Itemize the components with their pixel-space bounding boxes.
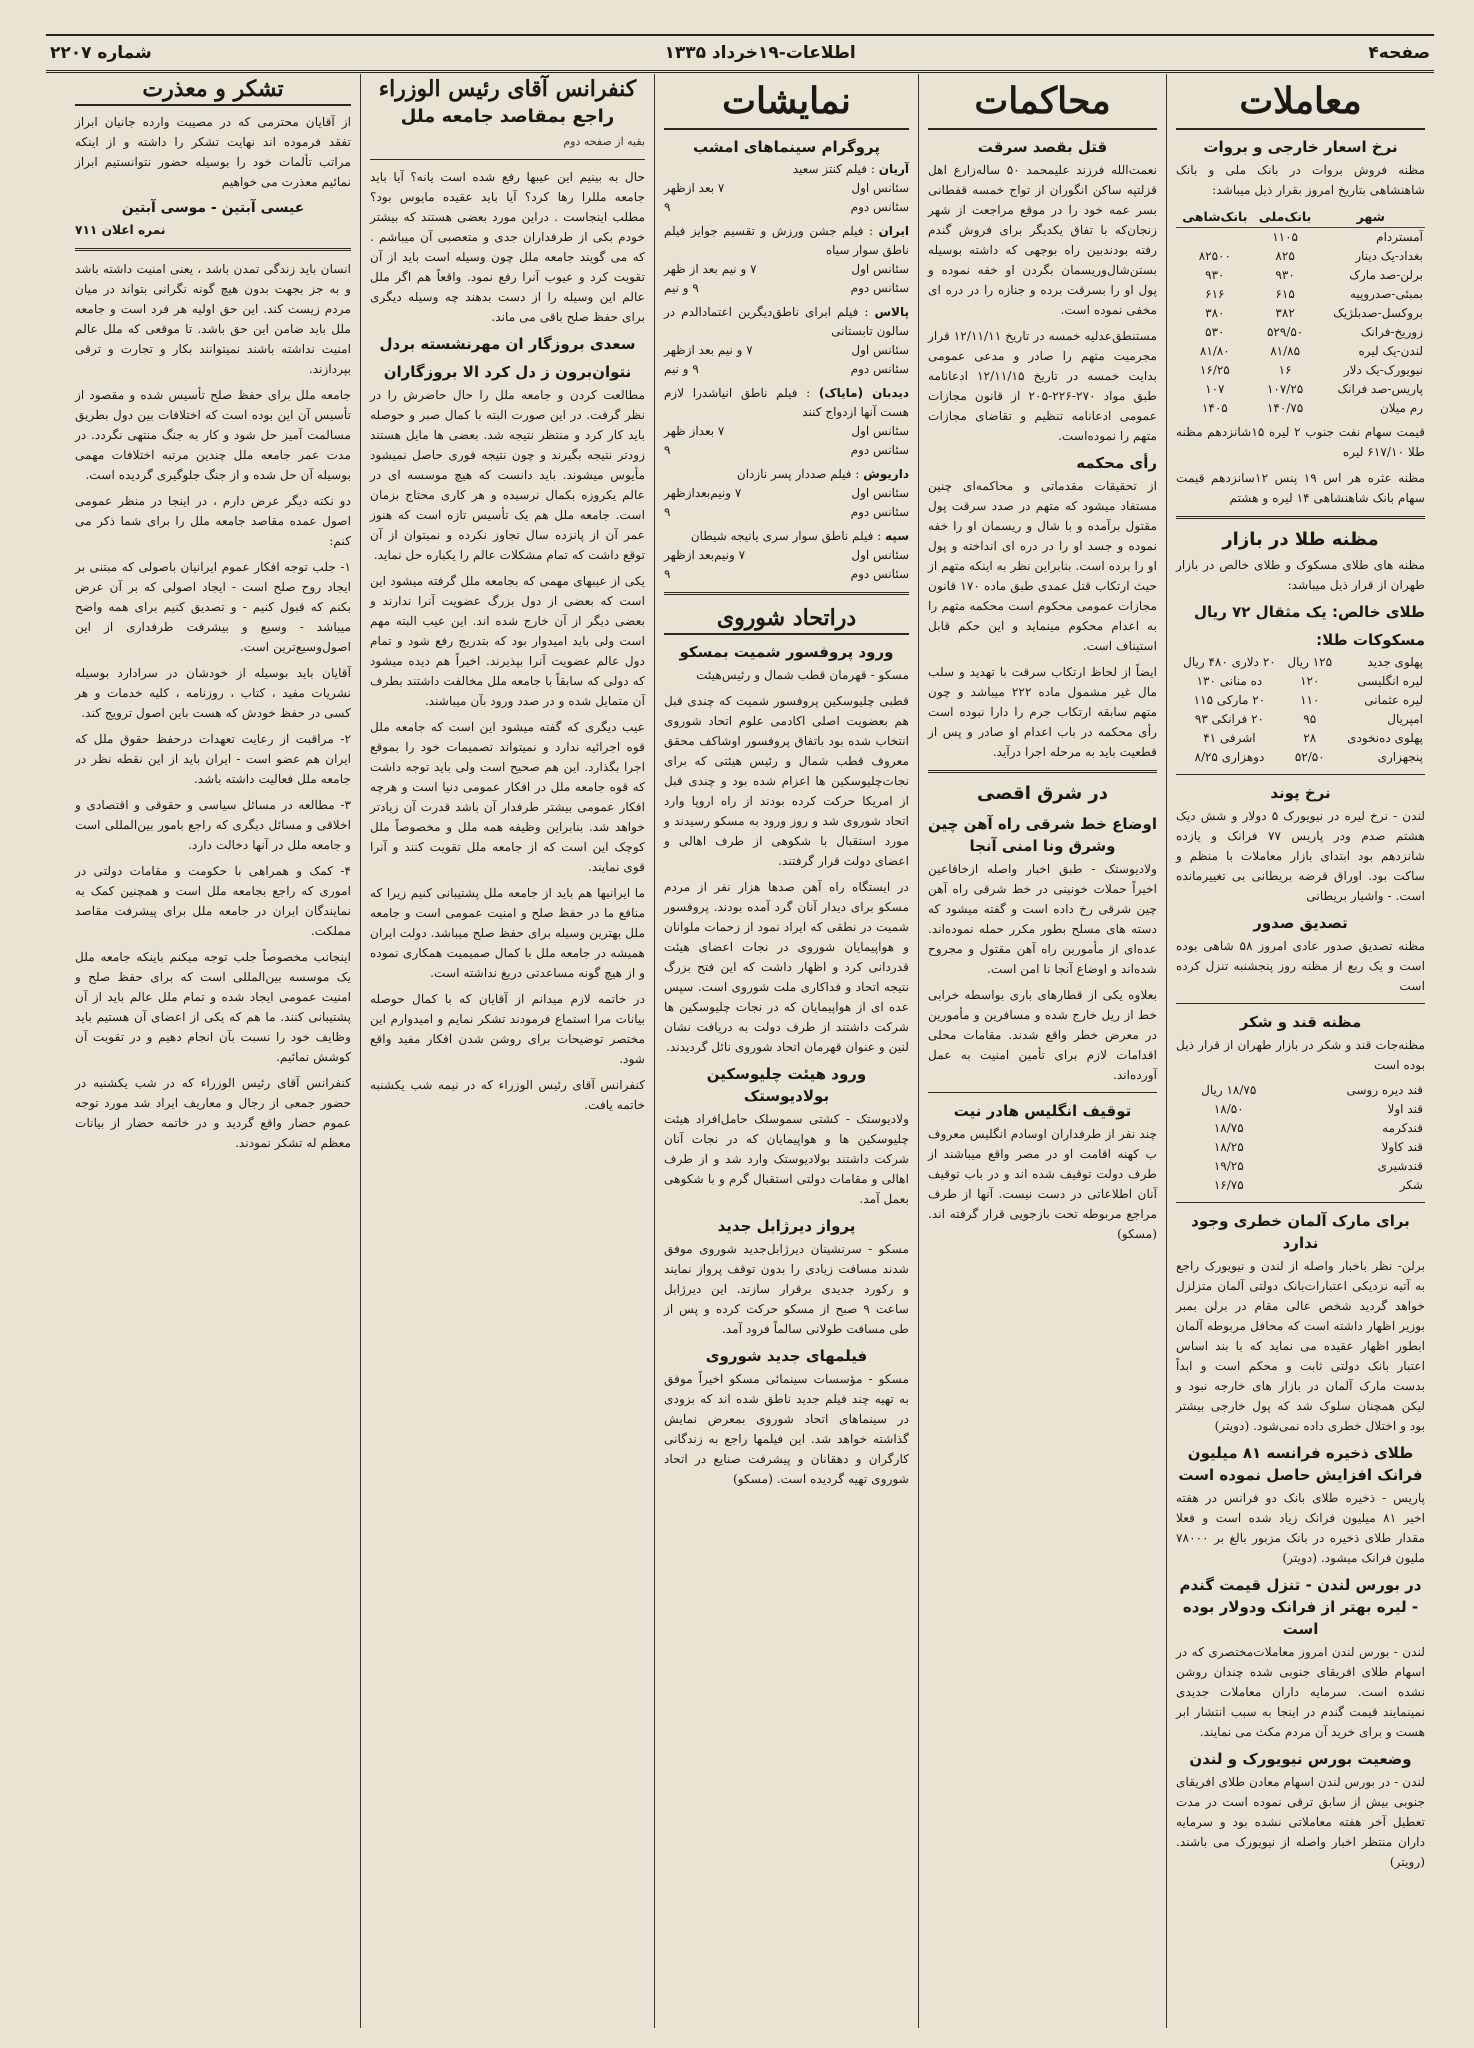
ad-number: نمره اعلان ۷۱۱ xyxy=(75,223,166,237)
coins-row xyxy=(1176,672,1425,691)
sugar-row-cell: قندشیری xyxy=(1377,1159,1423,1173)
rates-row xyxy=(1176,323,1425,342)
show-time: ۷ و نیم بعد از ظهر xyxy=(664,262,757,276)
rates-row-cell: ۹۳۰ xyxy=(1205,268,1225,282)
rates-row-cell: ۸۱/۸۵ xyxy=(1270,344,1301,358)
coins-row-cell: ۲۰ فرانکی ۹۳ xyxy=(1194,712,1264,726)
sugar-row-cell: قند کاولا xyxy=(1381,1140,1423,1154)
show-row xyxy=(664,484,909,503)
cinema-entry xyxy=(664,303,909,379)
prof-text-2: در ایستگاه راه آهن صدها هزار نفر از مردم مسکو برای دیدار آنان گرد آمده بودند. پروفسور شمیت در نطقی که ایراد نمود از زحمات ملوانان و هواپیمایان شوروی در نجات اعضای هیئت قدردانی کرد و اظهار داشت که این فتح بزرگ نتیجه اتحاد و فداکاری ملت شوروی است. سپس عده ای از هواپیمایان که در نجات چلیوسکین ها شرکت داشتند از طرف دولت به دریافت نشان لنین و عنوان قهرمان اتحاد شوروی نائل گردیدند. xyxy=(664,880,909,1054)
cinema-name: پالاس xyxy=(874,305,910,319)
coins-row-cell: ۱۲۵ ریال xyxy=(1287,655,1333,669)
sugar-table xyxy=(1176,1081,1425,1195)
issue-number: شماره ۲۲۰۷ xyxy=(50,43,152,63)
rates-row-cell: رم میلان xyxy=(1379,401,1423,415)
sugar-row-cell: قند اولا xyxy=(1387,1102,1423,1116)
show-label: سئانس دوم xyxy=(850,362,909,376)
coins-row-cell: پهلوی جدید xyxy=(1367,655,1423,669)
article-text-5: آقایان باید بوسیله از خودشان در سرادارد بوسیله نشریات مفید ، کتاب ، روزنامه ، کلیه خدمات و هر کسی در حفظ خودش که هست باین اصول ترویج کند. xyxy=(75,666,351,720)
rates-row-cell: ۶۱۵ xyxy=(1275,287,1295,301)
prof-text: قطبی چلیوسکین پروفسور شمیت که چندی قبل هم بعضویت اصلی اکادمی علوم اتحاد شوروی انتخاب شده بود باتفاق پروفسور اوشاکف محقق معروف قطب شمال و رئیس هیئتی که برای نجات‌چلیوسکین ها اعزام شده بود و چندی قبل از امریکا حرکت کرده بودند از راه اروپا وارد اتحاد شوروی شد و روز ورود به مسکو رسیدند و مورد استقبال با شکوهی از طرف اهالی و اعضای دولت قرار گرفتند. xyxy=(664,694,909,868)
divider xyxy=(1176,1202,1425,1203)
rates-body xyxy=(1176,228,1425,419)
show-row xyxy=(664,260,909,279)
wheat-title: در بورس لندن - تنزل قیمت گندم - لیره بهتر از فرانک ودولار بوده است xyxy=(1179,1576,1422,1638)
ny-text: لندن - در بورس لندن اسهام معادن طلای افریقای جنوبی بیش از سابق ترقی نموده است در مدت تعطیل آخر هفته معاملاتی نشده بود و سرمایه داران منتظر اخبار واصله از نیویورک می باشند. (رویتر) xyxy=(1176,1775,1425,1869)
show-label: سئانس اول xyxy=(851,343,909,357)
export-text: مظنه تصدیق صدور عادی امروز ۵۸ شاهی بوده است و یک ربع از مظنه روز پنجشنبه تنزل کرده است xyxy=(1176,939,1425,993)
coins-row xyxy=(1176,653,1425,672)
heading-conference: کنفرانس آقای رئیس الوزراء xyxy=(378,76,637,102)
cinema-entry xyxy=(664,222,909,298)
rates-row xyxy=(1176,380,1425,399)
divider xyxy=(370,159,645,160)
coins-row-cell: ۲۰ دلاری ۴۸۰ ریال xyxy=(1183,655,1276,669)
show-time: ۹ xyxy=(664,505,671,519)
rates-row-cell: ۱۰۷/۲۵ xyxy=(1266,382,1304,396)
coins-row-cell: ۱۲۰ xyxy=(1300,674,1320,688)
sugar-row-cell: ۱۸/۵۰ xyxy=(1213,1102,1244,1116)
rates-row xyxy=(1176,285,1425,304)
gold-title: مظنه طلا در بازار xyxy=(1222,529,1379,550)
heading-transactions: معاملات xyxy=(1176,74,1425,130)
wheat-text: لندن - بورس لندن امروز معاملات‌مختصری که در اسهام طلای افریقای جنوبی شده چندان روشن نشده است. سرمایه داران معاملات جدیدی نمینمایند قیمت گندم در اینجا به سبب انتشار ابر هست و برای خرید آن مردم مکث می نمایند. xyxy=(1176,1645,1425,1739)
separator: : xyxy=(797,386,819,400)
coins-row-cell: اشرفی ۴۱ xyxy=(1203,731,1256,745)
film-title: فیلم کنتز سعید xyxy=(792,162,868,176)
arrival-text: ولادیوستک - کشتی سموسلک حامل‌افراد هیئت چلیوسکین ها و هواپیمایان که در نجات آنان شرکت داشتند بولادیوستک وارد شد و از طرف اهالی و مقامات دولتی استقبال گرم و با شکوهی بعمل آمد. xyxy=(664,1112,909,1206)
far-east-sub: اوضاع خط شرقی راه آهن چین وشرق ونا امنی آنجا xyxy=(927,815,1157,855)
rates-row-cell: ۳۸۰ xyxy=(1205,306,1225,320)
rates-row-cell: بروکسل-صدبلژیک xyxy=(1333,306,1423,320)
conference-text-3: یکی از عیبهای مهمی که بجامعه ملل گرفته میشود این است که بعضی از دول بزرگ عضویت آنرا ندارند و بعضی دیگر از آن خارج شده اند. این عیب البته مهم است ولی باید امیدوار بود که بتدریج رفع شود و تمام دول عالم عضویت آنرا بپذیرند. اخیراً هم دیده میشود که دولی که سابقاً با جامعه ملل مخالفت داشتند بطرف آن متمایل شده و در صدد ورود بآن میباشند. xyxy=(370,574,645,708)
rates-row-cell: ۹۳۰ xyxy=(1275,268,1295,282)
rates-row xyxy=(1176,342,1425,361)
sugar-row-cell: قندکرمه xyxy=(1382,1121,1423,1135)
gold2-text: پاریس - ذخیره طلای بانک دو فرانس در هفته اخیر ۸۱ میلیون فرانک زیاد شده است و فعلا مقدار طلای ذخیره در بانک مزبور بالغ بر ۷۸۰۰۰ ملیون فرانک میشود. (دویتر) xyxy=(1176,1491,1425,1565)
plane-title: توقیف انگلیس هادر نیت xyxy=(953,1102,1132,1120)
show-time: ۷ بعداز ظهر xyxy=(664,424,725,438)
show-time: ۹ xyxy=(664,443,671,457)
column-conference xyxy=(360,74,654,2028)
case1-title: قتل بقصد سرقت xyxy=(977,138,1108,156)
columns xyxy=(46,74,1434,2028)
rates-row-cell: ۱۰۷ xyxy=(1205,382,1225,396)
prof-sub: مسکو - قهرمان قطب شمال و رئیس‌هیئت xyxy=(696,668,909,682)
films-title: فیلمهای جدید شوروی xyxy=(705,1347,868,1365)
show-label: سئانس اول xyxy=(851,181,909,195)
show-row xyxy=(664,341,909,360)
far-east-text: ولادیوستک - طبق اخبار واصله ازخاقاعین اخیراً حملات خونینی در خط شرقی راه آهن چین شرقی رخ داده است و گفته میشود که دسته های مسلح بطور مکرر حمله نموده‌اند. عده‌ای از مأمورین راه آهن مقتول و مجروح شده‌اند و اوضاع آنجا نا امن است. xyxy=(928,862,1157,976)
pound-text: لندن - نرخ لیره در نیویورک ۵ دولار و شش دیک هشتم صدم ودر پاریس ۷۷ فرانک و یازده شانزدهم بود ابتدای بازار معاملات با منظم و ساکت بود. اوراق قرضه بریطانی بی تغییرمانده است. - واشیار بریطانی xyxy=(1176,809,1425,903)
coins-row-cell: ۹۵ xyxy=(1303,712,1317,726)
rates-row xyxy=(1176,361,1425,380)
divider xyxy=(1176,774,1425,775)
sugar-row-cell: ۱۸/۷۵ ریال xyxy=(1201,1083,1257,1097)
cinema-entry xyxy=(664,160,909,217)
cinema-name: آریان xyxy=(878,162,909,176)
cinema-name: دیدبان (مایاک) xyxy=(818,386,909,400)
program-title: پروگرام سینماهای امشب xyxy=(693,138,880,156)
cinema-entry xyxy=(664,465,909,522)
rates-row-cell: ۱۶ xyxy=(1278,363,1292,377)
verdict-title: رأی محکمه xyxy=(1076,454,1157,472)
separator: : xyxy=(851,467,864,481)
show-label: سئانس دوم xyxy=(850,443,909,457)
show-time: ۷ ونیم‌بعد ازظهر xyxy=(664,548,746,562)
ny-title: وضعیت بورس نیویورک و لندن xyxy=(1189,1750,1412,1768)
heading-trials: محاکمات xyxy=(928,74,1157,130)
show-label: سئانس دوم xyxy=(850,200,909,214)
sugar-row xyxy=(1176,1081,1425,1100)
show-label: سئانس اول xyxy=(851,262,909,276)
show-label: سئانس دوم xyxy=(850,567,909,581)
show-row xyxy=(664,546,909,565)
rates-row xyxy=(1176,266,1425,285)
verdict-text: از تحقیقات مقدماتی و محاکمه‌ای چنین مستفاد میشود که متهم در صدد سرقت پول مقتول برآمده و با شال و ریسمان او را خفه نموده و جسد او را در دره ای انداخته و پول او را برده است. بنابراین نظر به اینکه متهم از حیث ارتکاب قتل عمدی طبق ماده ۱۷۰ قانون مجازات عمومی محکوم است محکمه متهم را به اعدام محکوم مینماید و این حکم قابل استیناف است. xyxy=(928,479,1157,653)
rates-row-cell: زوریخ-فرانک xyxy=(1360,325,1423,339)
cinema-entry xyxy=(664,527,909,584)
rates-header: بانک‌شاهی xyxy=(1176,206,1254,228)
rates-row-cell: ۶۱۶ xyxy=(1205,287,1225,301)
verdict-text-2: ایضاً از لحاظ ارتکاب سرقت با تهدید و سلب مال غیر مشمول ماده ۲۲۲ میباشد و چون متهم سابقه ارتکاب جرم را دارا نبوده است رأی محکمه در باب اعدام او صادر و پس از قطعیت باید به مرحله اجرا درآید. xyxy=(928,665,1157,759)
rates-row-cell: آمستردام xyxy=(1376,230,1423,244)
cinema-name: داریوش xyxy=(863,467,909,481)
rates-row-cell: ۱۶/۲۵ xyxy=(1199,363,1230,377)
films-text: مسکو - مؤسسات سینمائی مسکو اخیراً موفق به تهیه چند فیلم جدید ناطق شده اند که بزودی در سینماهای اتحاد شوروی بمعرض نمایش گذاشته خواهد شد. این فیلمها راجع به زندگانی کارگران و دهقانان و پیشرفت صنایع در اتحاد شوروی تهیه گردیده است. (مسکو) xyxy=(664,1372,909,1486)
masthead xyxy=(46,34,1434,73)
conference-foot: کنفرانس آقای رئیس الوزراء که در نیمه شب یکشنبه خاتمه یافت. xyxy=(370,1078,645,1112)
show-row xyxy=(664,441,909,460)
rates-table xyxy=(1176,206,1425,418)
show-label: سئانس اول xyxy=(851,424,909,438)
show-row xyxy=(664,279,909,298)
divider xyxy=(664,592,909,595)
coins-title: مسکوکات طلا: xyxy=(1316,631,1425,649)
rates-row xyxy=(1176,228,1425,248)
coins-row-cell: پهلوی ده‌نخودی xyxy=(1347,731,1423,745)
sugar-row xyxy=(1176,1138,1425,1157)
coins-row xyxy=(1176,729,1425,748)
gold2-title: طلای ذخیره فرانسه ۸۱ میلیون فرانک افزایش حاصل نموده است xyxy=(1178,1444,1423,1484)
rates-row-cell: ۸۱/۸۰ xyxy=(1199,344,1230,358)
rates-row-cell: پاریس-صد فرانک xyxy=(1337,382,1423,396)
column-thanks xyxy=(66,74,360,2028)
conference-text-5: ما ایرانیها هم باید از جامعه ملل پشتیبانی کنیم زیرا که منافع ما در حفظ صلح و امنیت عمومی است و جامعه ملل بهترین وسیله برای حفظ صلح میباشد. دولت ایران همیشه در جامعه ملل با کمال صمیمیت همکاری نموده و از هیچ گونه مساعدتی دریغ نداشته است. xyxy=(370,886,645,980)
show-time: ۷ بعد ازظهر xyxy=(664,181,725,195)
thanks-signature: عیسی آبتین - موسی آبتین xyxy=(121,200,305,216)
rates-row-cell: ۱۴۰/۷۵ xyxy=(1266,401,1304,415)
article-text-9: اینجانب مخصوصاً جلب توجه میکنم باینکه جامعه ملل یک موسسه بین‌المللی است که برای حفظ صلح و امنیت عمومی ایجاد شده و تمام ملل عالم باید از آن پشتیبانی کنند. ما هم که یکی از اعضای آن هستیم باید وظایف خود را نسبت بآن انجام دهیم و در تقویت آن کوشش نمائیم. xyxy=(75,950,351,1064)
sugar-row xyxy=(1176,1176,1425,1195)
rates-row-cell: ۵۳۰ xyxy=(1205,325,1225,339)
rates-row-cell: ۵۲۹/۵۰ xyxy=(1266,325,1304,339)
show-time: ۹ xyxy=(664,567,671,581)
coins-row xyxy=(1176,710,1425,729)
show-row xyxy=(664,198,909,217)
coins-row-cell: لیره انگلیسی xyxy=(1357,674,1423,688)
prof-title: ورود پروفسور شمیت بمسکو xyxy=(679,643,894,661)
film-title: فیلم ناطق سوار سری یانیجه شیطان xyxy=(690,529,874,543)
show-row xyxy=(664,360,909,379)
rates-row-cell: ۳۸۲ xyxy=(1275,306,1295,320)
coins-row-cell: ۲۸ xyxy=(1303,731,1317,745)
conference-sub: راجع بمقاصد جامعه ملل xyxy=(400,106,615,127)
film-title: فیلم صددار پسر نازدان xyxy=(736,467,852,481)
show-time: ۹ و نیم xyxy=(664,362,699,376)
coins-row-cell: دوهزاری ۸/۲۵ xyxy=(1194,750,1265,764)
coins-row-cell: ده منانی ۱۳۰ xyxy=(1196,674,1263,688)
show-label: سئانس دوم xyxy=(850,281,909,295)
conference-text-2: مطالعت کردن و جامعه ملل را حال حاضرش را در نظر گرفت. در این صورت البته با کمال صبر و حوصله باید کار کرد و منتظر نتیجه شد. بعضی ها مایل هستند زودتر نتیجه بگیرند و چون نتیجه فوری حاصل نمیشود مأیوس میشوند. باید دانست که هیچ موسسه ای در عالم یکروزه بکمال نرسیده و هر کاری محتاج بزمان است. جامعه ملل هم یک تأسیس تازه است که هنوز عمر آن از پانزده سال تجاوز نکرده و نمیتوان از آن توقع داشت که تمام مشکلات عالم را یکباره حل نماید. xyxy=(370,388,645,562)
separator: : xyxy=(873,529,886,543)
mark-title: برای مارک آلمان خطری وجود ندارد xyxy=(1191,1212,1410,1252)
case1-text: نعمت‌الله فرزند علیمحمد ۵۰ ساله‌زارع اهل قزلتپه ساکن انگوران از تواج خمسه قفطانی بسر عمه خود را در موقع مراجعت از شهر زنجان‌که با تفاق یکدیگر برای فروش گندم رفته بودندبین راه بوجهی که داشته بوسیله بستن‌شال‌وریسمان بگردن او خفه نموده و پول او را بسرقت برده و جنازه را در دره ای مخفی نموده است. xyxy=(928,163,1157,317)
separator: : xyxy=(863,224,879,238)
separator: : xyxy=(858,305,875,319)
continued-note: بقیه از صفحه دوم xyxy=(563,135,645,148)
airship-text: مسکو - سرنشینان دیرژابل‌جدید شوروی موفق شدند مسافت زیادی را بدون توقف پرواز نمایند و رکورد جدیدی برقرار سازند. این دیرژابل ساعت ۹ صبح از مسکو حرکت کرده و پس از طی مسافت طولانی سالماً فرود آمد. xyxy=(664,1242,909,1336)
coins-row-cell: ۵۲/۵۰ xyxy=(1294,750,1325,764)
sugar-intro: مظنه‌جات قند و شکر در بازار طهران از قرار ذیل بوده است xyxy=(1176,1038,1425,1072)
airship-title: پرواز دیرژابل جدید xyxy=(717,1217,856,1235)
rates-header-row xyxy=(1176,206,1425,228)
divider xyxy=(1176,1003,1425,1004)
article-text-6: ۲- مراقبت از رعایت تعهدات درحفظ حقوق ملل که ایران هم عضو است - ایران باید از این نقطه نظر در جامعه ملل فعالیت داشته باشد. xyxy=(75,732,351,786)
show-row xyxy=(664,422,909,441)
divider xyxy=(75,248,351,251)
export-title: تصدیق صدور xyxy=(1253,914,1348,932)
rates-row-cell: برلن-صد مارک xyxy=(1349,268,1423,282)
sugar-row-cell: شکر xyxy=(1399,1178,1423,1192)
sugar-row-cell: ۱۹/۲۵ xyxy=(1213,1159,1244,1173)
rates-foot: قیمت سهام نفت جنوب ۲ لیره ۱۵شانزدهم مظنه طلا ۶۱۷/۱۰ لیره xyxy=(1176,425,1426,459)
rates-row-cell: ۸۲۵۰۰ xyxy=(1198,249,1231,263)
sugar-row xyxy=(1176,1119,1425,1138)
show-label: سئانس اول xyxy=(851,486,909,500)
mark-text: برلن- نظر باخبار واصله از لندن و نیویورک راجع به آتیه نزدیکی اعتبارات‌بانک دولتی آلمان متزلزل خواهد گردید شخص عالی مقام در برلن بمبر بوزیر اظهار داشته است که محافل مربوطه آلمان ابطور اظهار عقیده می نماید که با بند اساس اعتبار بانک دولتی ثابت و محکم است و ابداً بدست مارک آلمان در بازار های خارجه نبود و لیکن همچنان سلوک شد که پول خارجی بیشتر بود و اختلال خطری داده نمی‌شود. (دویتر) xyxy=(1176,1259,1425,1433)
rates-row-cell: نیویورک-یک دلار xyxy=(1343,363,1423,377)
coins-table xyxy=(1176,653,1425,767)
cinema-program xyxy=(664,160,909,584)
rates-row-cell xyxy=(1176,228,1254,248)
column-transactions xyxy=(1166,74,1434,2028)
cinema-name: ایران xyxy=(878,224,909,238)
coins-row-cell: پنجهزاری xyxy=(1377,750,1423,764)
coins-row-cell: لیره عثمانی xyxy=(1364,693,1423,707)
sugar-row xyxy=(1176,1157,1425,1176)
show-time: ۷ و نیم بعد ازظهر xyxy=(664,343,753,357)
gold-pure: طلای خالص: یک مثقال ۷۲ ریال xyxy=(1194,603,1425,621)
rates-row xyxy=(1176,247,1425,266)
conference-text-1: حال به بینیم این عیبها رفع شده است یانه؟ آیا باید جامعه مللرا رها کرد؟ آیا باید عقیده مایوس بود؟ مطلب اینجاست . دراین مورد بعضی هستند که بیشتر خودم بکی از طرفداران جدی و متعصبی آن میباشم . که می گویند جامعه ملل چون وسیله است باید از آن تقویت کرد و عیوب آنرا رفع نمود. واقعاً هم اگر ملل عالم این وسیله را از دست بدهند چه وسیله دیگری برای حفظ صلح باقی می ماند. xyxy=(370,170,645,324)
plane-text: چند نفر از طرفداران اوسادم انگلیس معروف ب کهنه اقامت او در مصر واقع میباشند از طرف دولت توقیف شده اند و در باب توقیف آنان اطلاعاتی در دست نیست. آنها از طرف مراجع مربوطه تحت بازجویی قرار گرفته اند. (مسکو) xyxy=(928,1127,1157,1241)
sugar-row-cell: قند دیره روسی xyxy=(1346,1083,1423,1097)
article-text-1: انسان باید زندگی تمدن باشد ، یعنی امنیت داشته باشد و به جز بجهت بدون هیچ گونه نگرانی بتواند در میان مردم زیست کند. این حق اولیه هر فرد است و جامعه ملل باید ضامن این حق باشد. تا موقعی که ملل عالم امنیت نداشته باشند نمیتوانند بکار و تجارت و ترقی بپردازند. xyxy=(75,262,351,376)
heading-shows: نمایشات xyxy=(664,74,909,130)
coins-body xyxy=(1176,653,1425,767)
rates-foot-2: مظنه عثره هر اس ۱۹ پنس ۱۲سانزدهم قیمت سهام بانک شاهنشاهی ۱۴ لیره و هشتم xyxy=(1176,471,1425,505)
article-text-4: ۱- جلب توجه افکار عموم ایرانیان باصولی که مبتنی بر ایجاد روح صلح است - ایجاد اصولی که بر آن عرض بکنم که قبول کنیم - و تصدیق کنیم برای همه واضح میباشد - وسیع و بیشرفت طرفداری از این اصول‌وسیع‌ترین است. xyxy=(75,560,351,654)
rates-row xyxy=(1176,399,1425,418)
rates-header: شهر xyxy=(1317,206,1425,228)
show-label: سئانس دوم xyxy=(850,505,909,519)
heading-soviet: دراتحاد شوروی xyxy=(664,603,909,635)
divider xyxy=(928,770,1157,773)
film-title: فیلم جشن ورزش و تقسیم جوایز فیلم ناطق سوار سیاه xyxy=(664,224,909,257)
article-text-2: جامعه ملل برای حفظ صلح تأسیس شده و مقصود از تأسیس آن این بوده است که اختلافات بین دول بطریق مسالمت آمیز حل شود و کار به جنگ منتهی نگردد. در مدت عمر جامعه ملل چندین مرتبه اختلافات مهمی بوسیله آن حل شده و از جنگ جلوگیری گردیده است. xyxy=(75,388,351,482)
issue-date: اطلاعات-۱۹خرداد ۱۳۳۵ xyxy=(664,43,856,63)
far-east-text-2: بعلاوه یکی از قطارهای باری بواسطه خرابی خط از ریل خارج شده و مسافرین و مأمورین در معرض خطر واقع شدند. مقامات محلی اقدامات لازم برای تأمین امنیت به عمل آورده‌اند. xyxy=(928,988,1157,1082)
coins-row-cell: ۲۰ مارکی ۱۱۵ xyxy=(1193,693,1266,707)
coins-row-cell: امپریال xyxy=(1387,712,1423,726)
show-label: سئانس اول xyxy=(851,548,909,562)
article-text-7: ۳- مطالعه در مسائل سیاسی و حقوقی و اقتصادی و اخلاقی و مسائل دیگری که راجع بامور بین‌المللی است و جامعه ملل در آنها دخالت دارد. xyxy=(75,798,351,852)
divider xyxy=(928,1092,1157,1093)
conference-text-4: عیب دیگری که گفته میشود این است که جامعه ملل قوه اجرائیه ندارد و نمیتواند تصمیمات خود را بموقع اجرا بگذارد. این هم صحیح است ولی باید توجه داشت که قوه جامعه ملل در افکار عمومی دنیا است و هرچه افکار عمومی بیشتر طرفدار آن باشد قدرت آن زیادتر خواهد شد. بنابراین وظیفه همه ملل و مخصوصاً ملل کوچک این است که از جامعه ملل تقویت کنند و آنرا قوی نمایند. xyxy=(370,720,645,874)
page-number: صفحه۴ xyxy=(1368,43,1430,63)
coins-row-cell: ۱۱۰ xyxy=(1300,693,1320,707)
rates-row-cell: لندن-یک لیره xyxy=(1358,344,1423,358)
article-text-3: دو نکته دیگر عرض دارم ، در اینجا در منظر عمومی اصول عمده مقاصد جامعه ملل را برای شما ذکر می کنم: xyxy=(75,494,351,548)
conference-text-6: در خاتمه لازم میدانم از آقایان که با کمال حوصله بیانات مرا استماع فرمودند تشکر نمایم و امیدوارم این مختصر توضیحات برای روشن شدن افکار مفید واقع شود. xyxy=(370,992,645,1066)
show-row xyxy=(664,565,909,584)
film-title: فیلم ناطق انیاشدرا لازم هست آنها ازدواج کنند xyxy=(664,386,909,419)
far-east-title: در شرق اقصی xyxy=(976,783,1109,804)
pound-title: نرخ پوند xyxy=(1270,784,1331,802)
heading-thanks: تشکر و معذرت xyxy=(75,74,351,106)
rates-row-cell: بغداد-یک دینار xyxy=(1355,249,1423,263)
cinema-entry xyxy=(664,384,909,460)
sugar-row xyxy=(1176,1100,1425,1119)
case1-text-2: مستنطق‌عدلیه خمسه در تاریخ ۱۲/۱۱/۱۱ قرار مجرمیت متهم را صادر و مدعی عمومی بدایت خمسه در تاریخ ۱۲/۱۱/۱۵ ادعانامه طبق مواد ۲۷۰-۲۲۶-۲۰۵ از قانون مجازات عمومی ادعانامه تنظیم و تقاضای مجازات متهم را نموده‌است. xyxy=(928,329,1157,443)
sugar-row-cell: ۱۶/۷۵ xyxy=(1213,1178,1244,1192)
show-row xyxy=(664,503,909,522)
show-time: ۹ xyxy=(664,200,671,214)
rates-row-cell: ۱۱۰۵ xyxy=(1272,230,1298,244)
rates-header: بانک‌ملی xyxy=(1254,206,1317,228)
gold-intro: مظنه های طلای مسکوک و طلای خالص در بازار طهران از قرار ذیل میباشد: xyxy=(1176,558,1425,592)
rates-row-cell: ۸۲۵ xyxy=(1275,249,1295,263)
sugar-title: مظنه قند و شکر xyxy=(1239,1013,1362,1031)
sugar-body xyxy=(1176,1081,1425,1195)
cinema-name: سپه xyxy=(885,529,909,543)
show-time: ۷ ونیم‌بعدازظهر xyxy=(664,486,742,500)
rates-title: نرخ اسعار خارجی و بروات xyxy=(1203,138,1398,156)
separator: : xyxy=(867,162,879,176)
rates-row-cell: ۱۴۰۵ xyxy=(1201,401,1228,415)
sugar-row-cell: ۱۸/۷۵ xyxy=(1213,1121,1244,1135)
rates-row-cell: بمبئی-صدروپیه xyxy=(1349,287,1423,301)
coins-row xyxy=(1176,748,1425,767)
show-row xyxy=(664,179,909,198)
column-trials xyxy=(918,74,1166,2028)
arrival-title: ورود هیئت چلیوسکین بولادیوستک xyxy=(706,1065,867,1105)
thanks-text: از آقایان محترمی که در مصیبت وارده جانیان ابراز تفقد فرموده اند نهایت تشکر را داشته و از اینکه مراتب تألمات خود را بوسیله حضور نتوانستیم ابراز نمائیم معذرت می خواهیم xyxy=(75,115,351,189)
film-title: فیلم ابرای ناطق‌دیگرین اعتمادالدم در سالون تابستانی xyxy=(664,305,909,338)
sadi-title: سعدی بروزگار ان مهرنشسته بردل xyxy=(379,335,636,353)
column-shows xyxy=(654,74,918,2028)
coins-row xyxy=(1176,691,1425,710)
article-text-8: ۴- کمک و همراهی با حکومت و مقامات دولتی در اموری که راجع بجامعه ملل است و همچنین کمک به نمایندگان ایران در جامعه ملل برای پیشرفت مقاصد مملکت. xyxy=(75,864,351,938)
rates-intro: مظنه فروش بروات در بانک ملی و بانک شاهنشاهی بتاریخ امروز بقرار ذیل میباشد: xyxy=(1176,163,1425,197)
sadi-sub: نتوان‌برون ز دل کرد الا بروزگاران xyxy=(383,363,632,381)
rates-row xyxy=(1176,304,1425,323)
article-text-10: کنفرانس آقای رئیس الوزراء که در شب یکشنبه در حضور جمعی از رجال و معاریف ایراد شد مورد توجه عموم حضار واقع گردید و در خاتمه حضار از بیانات معظم له تشکر نمودند. xyxy=(75,1076,351,1150)
sugar-row-cell: ۱۸/۲۵ xyxy=(1213,1140,1244,1154)
show-time: ۹ و نیم xyxy=(664,281,699,295)
divider xyxy=(1176,516,1425,519)
